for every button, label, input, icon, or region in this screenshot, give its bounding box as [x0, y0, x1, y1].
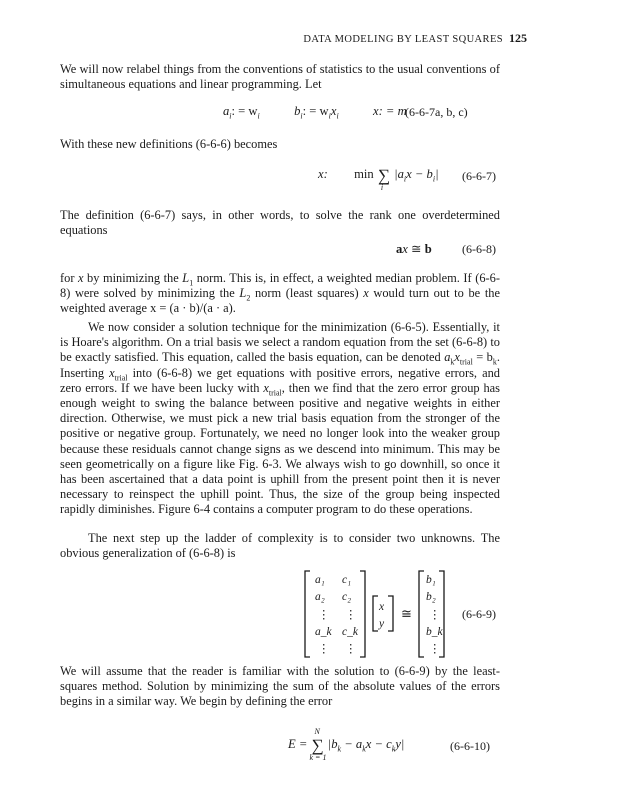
matrix-a-cell: a_k: [315, 626, 332, 638]
paragraph-definition-says: The definition (6-6-7) says, in other words, to solve the rank one overdetermined equations: [60, 208, 500, 238]
paragraph-relabel: We will now relabel things from the conventions of statistics to the usual conventions of simultaneous equations and linear programming. Let: [60, 62, 500, 92]
equation-6-6-9: [300, 568, 510, 660]
equation-label-6-6-9: (6-6-9): [462, 607, 496, 621]
vector-x-entries: [378, 601, 385, 630]
equation-label-6-6-8: (6-6-8): [462, 242, 496, 256]
paragraph-weighted-median: for x by minimizing the $L_1$ norm. This is, in effect, a weighted median problem. If (6-6-8) were solved by minimizing the $L_2$ norm (least squares) x would turn out to be the weighted average x = (a · b)/(a · a).: [60, 271, 500, 316]
running-head-title: DATA MODELING BY LEAST SQUARES: [303, 34, 503, 45]
matrix-a-cell: ⋮: [345, 609, 357, 621]
approx-equal-sign: ≅: [401, 606, 412, 621]
matrix-a-right-bracket: [360, 571, 365, 657]
vector-b-cell: b₂: [426, 591, 436, 603]
matrix-a-entries: [315, 574, 359, 655]
matrix-a-cell: c₁: [342, 574, 352, 586]
vector-b-cell: ⋮: [429, 609, 441, 621]
equation-6-6-7abc: $a_i$: = $w_i$ $b_i$: = $w_ix_i$ x: = m: [223, 104, 407, 121]
equation-6-6-7: x: min ∑ i $|a_ix - b_i|$: [318, 166, 439, 192]
paragraph-hoare-algorithm: We now consider a solution technique for the minimization (6-6-5). Essentially, it is Hoare's algorithm. On a trial basis we select a random equation from the set (6-6-8) to be exactly satisfied. This equation, called the basis equation, can be denoted $a_kx_{trial} = b_k$. Inserting $x_{trial}$ into (6-6-8) we get equations with positive errors, negative errors, and zero errors. If we have been lucky with $x_{trial}$, then we find that the zero error group has enough weight to swing the balance between positive and negative weights in either direction. Otherwise, we must pick a new trial basis equation from the stronger of the positive or negative group. Fortunately, we need no longer look into the weaker group because these residuals cannot change signs as we descend into minimum. This may be seen geometrically on a figure like Fig. 6-3. We always wish to go downhill, so once it has been ascertained that a data point is uphill from the present point then it is never necessary to reinspect the uphill point. Thus, the size of the group being inspected rapidly diminishes. Figure 6-4 contains a computer program to do these operations.: [60, 320, 500, 517]
vector-x-left-bracket: [373, 596, 378, 631]
matrix-a-cell: ⋮: [318, 609, 330, 621]
matrix-a-left-bracket: [305, 571, 310, 657]
matrix-a-cell: a₂: [315, 591, 325, 603]
vector-x-cell: x: [379, 601, 385, 613]
vector-x-right-bracket: [388, 596, 393, 631]
vector-b-entries: [426, 574, 444, 655]
vector-b-cell: b_k: [426, 626, 443, 638]
vector-b-cell: b₁: [426, 574, 436, 586]
equation-label-6-6-7: (6-6-7): [462, 169, 496, 183]
matrix-a-cell: a₁: [315, 574, 325, 586]
paragraph-least-squares-familiar: We will assume that the reader is familiar with the solution to (6-6-9) by the least-squares method. Solution by minimizing the sum of the absolute values of the errors begins in a similar way. We begin by defining the error: [60, 664, 500, 709]
matrix-a-cell: c_k: [342, 626, 358, 638]
vector-b-cell: ⋮: [429, 643, 441, 655]
matrix-a-cell: ⋮: [345, 643, 357, 655]
page-number: 125: [509, 31, 527, 45]
vector-b-left-bracket: [419, 571, 424, 657]
paragraph-two-unknowns: The next step up the ladder of complexity is to consider two unknowns. The obvious generalization of (6-6-8) is: [60, 531, 500, 561]
matrix-a-cell: ⋮: [318, 643, 330, 655]
vector-x-cell: y: [379, 618, 385, 630]
equation-6-6-10: E = ∑ N k = 1 $|b_k - a_kx - c_ky|$: [288, 727, 405, 762]
running-header: [303, 31, 527, 46]
equation-6-6-8: ax ≅ b: [396, 242, 432, 256]
paragraph-definitions: With these new definitions (6-6-6) becomes: [60, 137, 278, 151]
equation-label-6-6-7abc: (6-6-7a, b, c): [405, 105, 468, 119]
equation-label-6-6-10: (6-6-10): [450, 739, 490, 753]
matrix-a-cell: c₂: [342, 591, 352, 603]
